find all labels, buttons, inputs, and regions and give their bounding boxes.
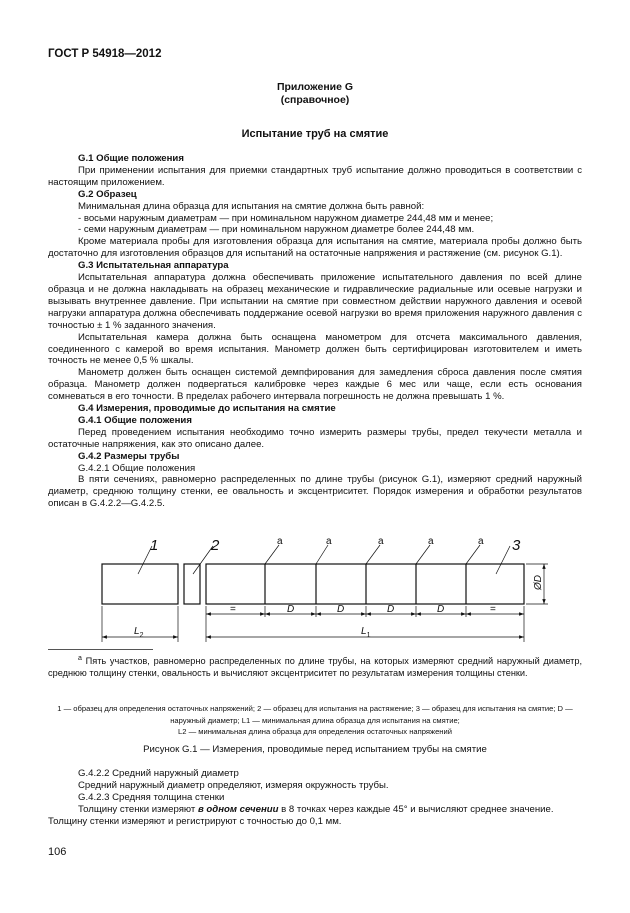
legend-line: 1 — образец для определения остаточных напряжений; 2 — образец для испытания на растяжение; 3 — образец для испытания на смятие; D — наружный диаметр; L1 — минимальная длина образца для испытания на смятие; <box>57 704 573 725</box>
specimen-3-collapse <box>206 564 524 604</box>
section-heading: G.4 Измерения, проводимые до испытания на смятие <box>78 403 336 415</box>
specimen-2-tensile <box>184 564 200 604</box>
emphasis: в одном сечении <box>197 803 279 815</box>
paragraph: При применении испытания для приемки стандартных труб испытание должно проводиться в соответствии с настоящим приложением. <box>48 164 582 188</box>
main-text <box>48 153 582 510</box>
legend-line: L2 — минимальная длина образца для определения остаточных напряжений <box>178 727 452 737</box>
figure-g1-diagram <box>0 530 630 650</box>
figure-legend <box>48 703 582 738</box>
paragraph: В пяти сечениях, равномерно распределенных по длине трубы (рисунок G.1), измеряют средний наружный диаметр, среднюю толщину стенки, ее овальность и эксцентриситет. Порядок измерения и обработки результатов описан в G.4.2.2—G.4.2.5. <box>48 474 582 510</box>
label-2: 2 <box>211 537 220 554</box>
label-D: D <box>387 604 395 615</box>
list-item: - семи наружным диаметрам — при номинальном наружном диаметре более 244,48 мм. <box>78 224 475 236</box>
section-heading: G.2 Образец <box>78 188 137 200</box>
figure-footnote <box>48 653 582 680</box>
label-D: D <box>287 604 295 615</box>
footnote-separator <box>48 649 153 650</box>
label-a: a <box>326 536 332 547</box>
label-a: a <box>378 536 384 547</box>
label-a: a <box>428 536 434 547</box>
paragraph: Кроме материала пробы для изготовления образца для испытания на смятие, материала пробы должно быть достаточно для изготовления образцов для испытаний на остаточные напряжения и растяжение (см. рисунок G.1). <box>48 236 582 260</box>
footnote-mark: a <box>78 655 82 662</box>
label-a: a <box>478 536 484 547</box>
list-item: - восьми наружным диаметрам — при номинальном наружном диаметре 244,48 мм и менее; <box>78 212 494 224</box>
page-number: 106 <box>48 846 67 858</box>
label-L2: $L_2$ <box>134 626 144 639</box>
paragraph: Манометр должен быть оснащен системой демпфирования для замедления сброса давления после смятия образца. Манометр должен подвергаться калибровке через каждые 6 мес или чаще, если есть основания сомневаться в его точности. В пределах рабочего интервала погрешность не должна превышать 1 %. <box>48 367 582 403</box>
paragraph: Толщину стенки измеряют в одном сечении в 8 точках через каждые 45° и вычисляют среднее значение. <box>78 803 554 815</box>
clause-heading: G.4.2.3 Средняя толщина стенки <box>78 791 225 803</box>
label-a: a <box>277 536 283 547</box>
label-eq: = <box>490 604 496 615</box>
figure-caption: Рисунок G.1 — Измерения, проводимые перед испытанием трубы на смятие <box>143 744 487 755</box>
label-L1: $L_1$ <box>361 626 371 639</box>
label-D: D <box>437 604 445 615</box>
paragraph: Толщину стенки измеряют и регистрируют с точностью до 0,1 мм. <box>48 815 342 827</box>
subsection-heading: G.4.1 Общие положения <box>78 414 192 426</box>
paragraph: Испытательная камера должна быть оснащена манометром для отсчета максимального давления, соединенного с камерой во время испытания. Манометр должен быть сертифицирован изготовителем и иметь точность не менее 0,5 % шкалы. <box>48 331 582 367</box>
paragraph: Испытательная аппаратура должна обеспечивать приложение испытательного давления по всей длине образца и не должна накладывать на образец механические и гидравлические радиальные или осевые нагрузки и вызывать внутреннее давление. При испытании на смятие при совместном действии наружного давления и осевой нагрузки аппаратура должна обеспечивать поддержание осевой нагрузки во время приложения наружного давления с точностью ± 1 % заданного значения. <box>48 272 582 331</box>
section-heading: G.1 Общие положения <box>78 153 184 164</box>
paragraph: Перед проведением испытания необходимо точно измерить размеры трубы, предел текучести металла и остаточные напряжения, как это описано далее. <box>48 426 582 450</box>
label-1: 1 <box>150 537 159 554</box>
clause-heading: G.4.2.1 Общие положения <box>78 462 196 474</box>
document-header: ГОСТ Р 54918—2012 <box>48 48 162 60</box>
annex-title: Испытание труб на смятие <box>241 128 389 140</box>
clause-heading: G.4.2.2 Средний наружный диаметр <box>78 768 239 779</box>
annex-label-block <box>0 81 630 107</box>
main-text-continued <box>48 768 582 828</box>
label-diameter: ØD <box>533 575 544 590</box>
paragraph: Средний наружный диаметр определяют, измеряя окружность трубы. <box>78 779 389 791</box>
annex-label: Приложение G <box>276 81 354 93</box>
label-3: 3 <box>512 537 521 554</box>
label-eq: = <box>230 604 236 615</box>
paragraph: Минимальная длина образца для испытания на смятие должна быть равной: <box>78 200 425 212</box>
section-heading: G.3 Испытательная аппаратура <box>78 260 229 272</box>
annex-status: (справочное) <box>280 94 350 106</box>
footnote-text: Пять участков, равномерно распределенных по длине трубы, на которых измеряют средний наружный диаметр, среднюю толщину стенки, овальность и вычисляют эксцентриситет по результатам измерения толщины стенки. <box>48 656 583 678</box>
label-D: D <box>337 604 345 615</box>
subsection-heading: G.4.2 Размеры трубы <box>78 450 180 462</box>
